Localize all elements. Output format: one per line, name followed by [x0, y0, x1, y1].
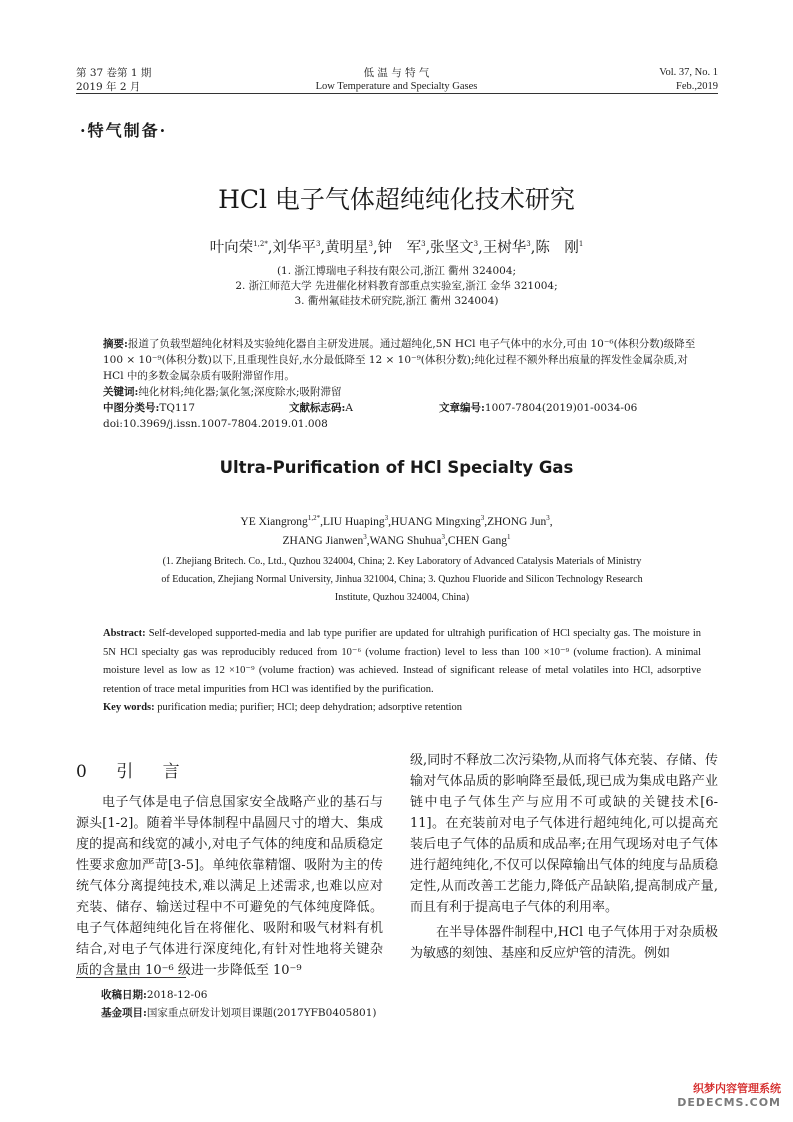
author-affiliation-mark: 3 [473, 240, 479, 249]
author-affiliation-mark: 3 [421, 240, 426, 249]
author-name: ,张坚文 [425, 240, 474, 256]
article-number-label: 文章编号: [439, 402, 485, 414]
watermark-text: 织梦内容管理系统 [693, 1082, 781, 1095]
authors-en-line2 [0, 535, 793, 547]
affiliation-line-en: of Education, Zhejiang Normal University, Jinhua 321004, China; 3. Quzhou Fluoride and Silicon Technology Research [161, 574, 643, 585]
author-name: ,钟 军 [372, 240, 422, 256]
article-number [439, 400, 637, 416]
affiliation-line-en: (1. Zhejiang Britech. Co., Ltd., Quzhou 324004, China; 2. Key Laboratory of Advanced Catalysis Materials of Ministry [162, 556, 642, 567]
affiliation-line: (1. 浙江博瑞电子科技有限公司,浙江 衢州 324004; [276, 265, 517, 277]
header-date: 2019 年 2 月 [76, 81, 141, 93]
authors-zh [0, 236, 793, 257]
document-code-value: A [345, 402, 353, 414]
author-affiliation-mark: 3 [480, 514, 485, 523]
abstract-zh-paragraph [103, 336, 701, 384]
keywords-zh-text: 纯化材料;纯化器;氯化氢;深度除水;吸附滞留 [138, 386, 342, 398]
doi [103, 416, 701, 432]
abstract-en-text: Self-developed supported-media and lab type purifier are updated for ultrahigh purification of HCl specialty gas. The moisture in 5N HCl specialty gas was reproducibly reduced from 10⁻⁶ (volume fraction) level to less than 100 ×10⁻⁹ (volume fraction). A minimal moisture level as low as 12 ×10⁻⁹ (volume fraction) was achieved. Instead of significant release of metal volatiles into HCl, adsorptive retention of trace metal impurities from HCl was identified by the purification. [103, 628, 701, 695]
paper-title-en: Ultra-Purification of HCl Specialty Gas [219, 458, 574, 477]
authors-en-line1 [0, 516, 793, 528]
header-journal-volume-en [659, 66, 718, 94]
clc-label: 中图分类号: [103, 402, 160, 414]
author-name-en: YE Xiangrong [240, 516, 308, 528]
author-name-en: , [549, 516, 553, 528]
author-affiliation-mark: 3 [368, 240, 373, 249]
clc-value: TQ117 [159, 402, 196, 414]
author-name: ,陈 刚 [530, 240, 579, 256]
author-affiliation-mark: 1,2* [307, 514, 321, 523]
footnote-divider [76, 977, 186, 978]
author-name-en: ,LIU Huaping [320, 516, 385, 528]
body-right-column [410, 750, 718, 964]
abstract-en-paragraph [103, 625, 701, 699]
keywords-en-label: Key words: [103, 702, 155, 713]
header-volume-issue-en: Vol. 37, No. 1 [659, 67, 718, 78]
header-volume-issue: 第 37 卷第 1 期 [76, 67, 152, 79]
author-name-en: ,HUANG Mingxing [388, 516, 481, 528]
classification-row [103, 400, 701, 416]
clc-number [103, 400, 195, 416]
header-divider [76, 93, 718, 94]
author-name-en: ZHANG Jianwen [282, 535, 364, 547]
author-name-en: ,CHEN Gang [445, 535, 508, 547]
author-affiliation-mark: 3 [315, 240, 321, 249]
affiliation-line-en: Institute, Quzhou 324004, China) [334, 592, 470, 603]
doi-value: 10.3969/j.issn.1007-7804.2019.01.008 [122, 418, 328, 430]
article-number-value: 1007-7804(2019)01-0034-06 [484, 402, 638, 414]
author-name: 叶向荣 [209, 240, 254, 256]
document-code [289, 400, 353, 416]
author-name: ,刘华平 [267, 240, 316, 256]
abstract-zh-text: 报道了负载型超纯化材料及实验纯化器自主研发进展。通过超纯化,5N HCl 电子气体中的水分,可由 10⁻⁶(体积分数)级降至 100 × 10⁻⁹(体积分数)以下,且重现性良好,水分最低降至 12 × 10⁻⁹(体积分数);纯化过程不额外释出痕量的挥发性金属杂质,对 HCl 中的多数金属杂质有吸附滞留作用。 [103, 338, 696, 382]
header-journal-title-en: Low Temperature and Specialty Gases [315, 81, 478, 92]
section-label: ·特气制备· [80, 121, 168, 140]
author-affiliation-mark: 1 [507, 533, 511, 542]
footnote-received [101, 987, 207, 1003]
abstract-en-label: Abstract: [103, 628, 146, 639]
keywords-zh-label: 关键词: [103, 386, 139, 398]
watermark-logo [677, 1082, 781, 1110]
author-affiliation-mark: 3 [526, 240, 531, 249]
author-affiliation-mark: 3 [441, 533, 446, 542]
doi-label: doi: [103, 418, 123, 430]
header-journal-title-zh: 低 温 与 特 气 [363, 67, 430, 79]
body-right-paragraph: 在半导体器件制程中,HCl 电子气体用于对杂质极为敏感的刻蚀、基座和反应炉管的清洗。例如 [410, 925, 718, 961]
author-name-en: ,ZHONG Jun [484, 516, 547, 528]
author-affiliation-mark: 3 [363, 533, 367, 542]
section-heading-introduction: 0 引 言 [76, 762, 192, 782]
affiliations-en [103, 553, 701, 607]
body-left-paragraph: 电子气体是电子信息国家安全战略产业的基石与源头[1-2]。随着半导体制程中晶圆尺寸的增大、集成度的提高和线宽的减小,对电子气体的纯度和品质稳定性要求愈加严苛[3-5]。单纯依靠精馏、吸附为主的传统气体分离提纯技术,难以满足上述需求,也难以应对充装、储存、输送过程中不可避免的气体纯度降低。电子气体超纯纯化旨在将催化、吸附和吸气材料有机结合,对电子气体进行深度纯化,有针对性地将关键杂质的含量由 10⁻⁶ 级进一步降低至 10⁻⁹ [76, 795, 383, 978]
keywords-en-text: purification media; purifier; HCl; deep dehydration; adsorptive retention [154, 702, 462, 713]
footnote-fund-text: 国家重点研发计划项目课题(2017YFB0405801) [146, 1007, 377, 1019]
footnote-received-label: 收稿日期: [101, 989, 147, 1001]
abstract-en [103, 625, 701, 718]
watermark-url: DEDECMS.COM [677, 1096, 781, 1109]
author-name-en: ,WANG Shuhua [366, 535, 442, 547]
author-affiliation-mark: 1,2* [253, 240, 268, 249]
affiliations-zh [0, 264, 793, 309]
paper-title-zh: HCl 电子气体超纯纯化技术研究 [218, 185, 575, 214]
affiliation-line: 2. 浙江师范大学 先进催化材料教育部重点实验室,浙江 金华 321004; [235, 280, 558, 292]
author-name: ,黄明星 [320, 240, 369, 256]
footnote-fund [101, 1005, 377, 1021]
footnote-received-date: 2018-12-06 [146, 989, 208, 1001]
author-affiliation-mark: 3 [546, 514, 550, 523]
abstract-zh [103, 336, 701, 432]
footnote-fund-label: 基金项目: [101, 1007, 147, 1019]
author-affiliation-mark: 3 [384, 514, 389, 523]
document-code-label: 文献标志码: [289, 402, 346, 414]
author-affiliation-mark: 1 [578, 240, 584, 249]
affiliation-line: 3. 衢州氟硅技术研究院,浙江 衢州 324004) [294, 295, 499, 307]
keywords-zh [103, 384, 701, 400]
body-right-paragraph: 级,同时不释放二次污染物,从而将气体充装、存储、传输对气体品质的影响降至最低,现已成为集成电路产业链中电子气体生产与应用不可或缺的关键技术[6-11]。在充装前对电子气体进行超纯纯化,可以提高充装后电子气体的品质和成品率;在用气现场对电子气体进行超纯纯化,不仅可以保障输出气体的纯度与品质稳定性,从而改善工艺能力,降低产品缺陷,提高制成产量,而且有利于提高电子气体的利用率。 [410, 753, 718, 915]
header-date-en: Feb.,2019 [676, 81, 718, 92]
abstract-zh-label: 摘要: [103, 338, 128, 350]
keywords-en [103, 699, 701, 718]
author-name: ,王树华 [478, 240, 527, 256]
